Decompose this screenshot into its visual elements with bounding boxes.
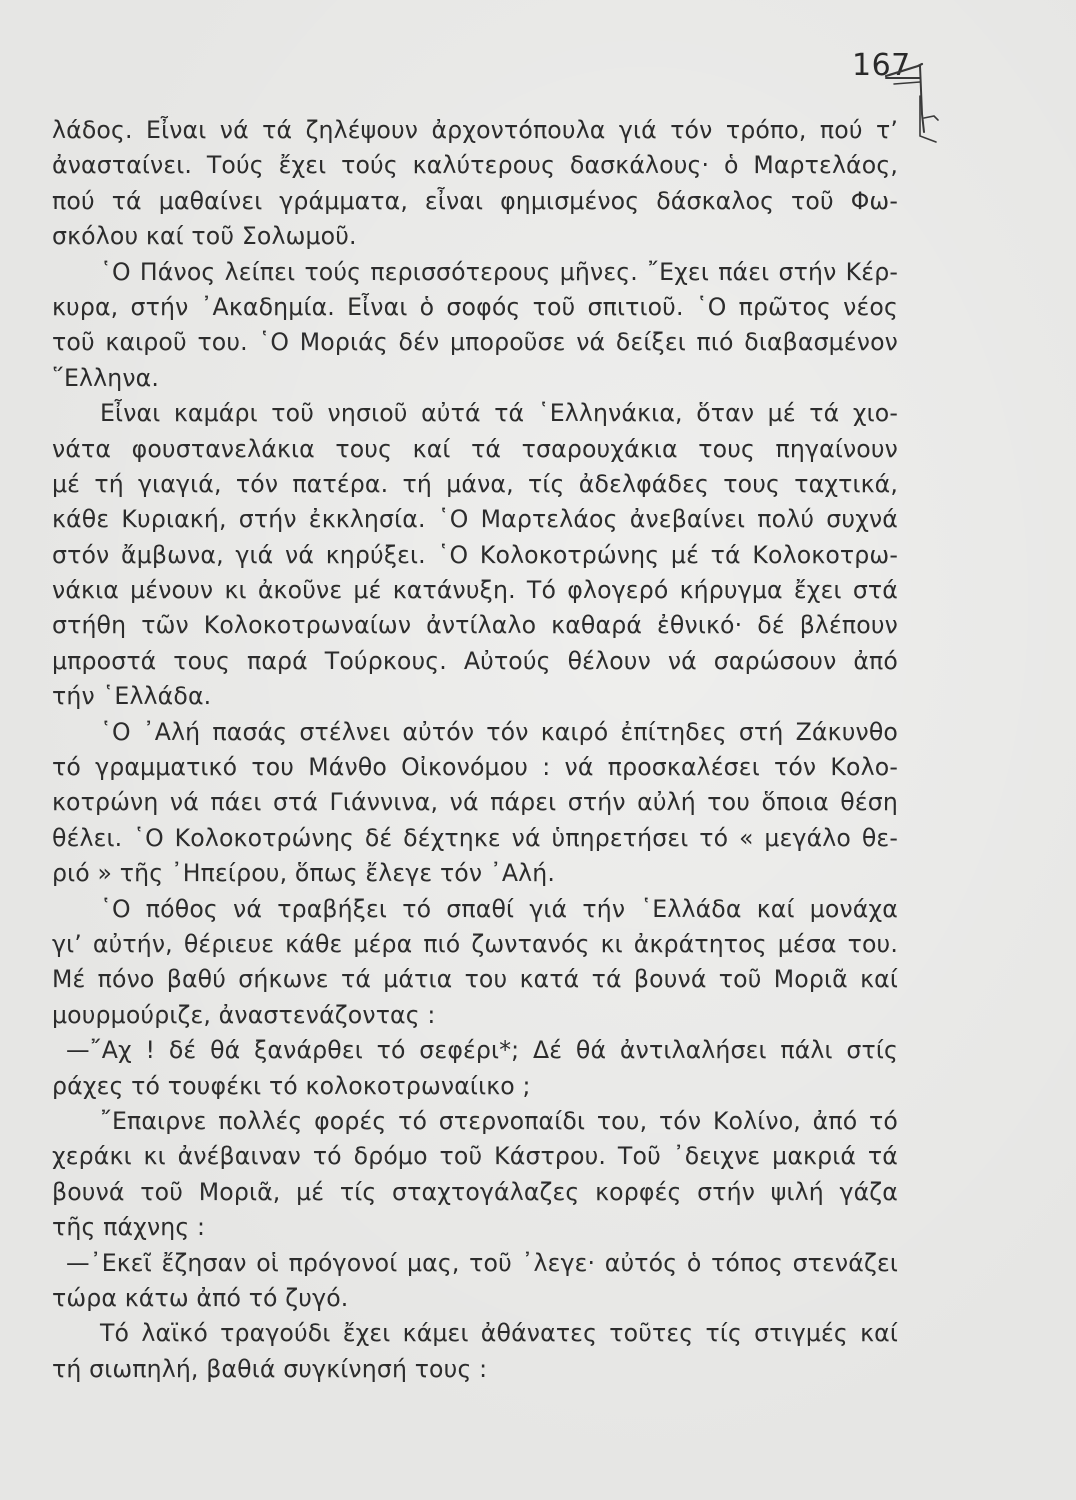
text-line: χεράκι κι ἀνέβαιναν τό δρόμο τοῦ Κάστρου. Τοῦ ᾿δειχνε μακριά τά bbox=[52, 1142, 898, 1171]
text-line: —῎Αχ ! δέ θά ξανάρθει τό σεφέρι*; Δέ θά ἀντιλαλήσει πάλι στίς bbox=[66, 1036, 898, 1065]
text-line: ῎Επαιρνε πολλές φορές τό στερνοπαίδι του, τόν Κολίνο, ἀπό τό bbox=[100, 1106, 898, 1135]
text-line: κοτρώνη νά πάει στά Γιάννινα, νά πάρει στήν αὐλή του ὅποια θέση bbox=[52, 788, 898, 817]
text-line: μουρμούριζε, ἀναστενάζοντας : bbox=[52, 1000, 436, 1029]
page-number: 167 bbox=[852, 48, 911, 83]
text-line: ράχες τό τουφέκι τό κολοκοτρωναίικο ; bbox=[52, 1071, 531, 1100]
text-line: ῾Ο ᾿Αλή πασάς στέλνει αὐτόν τόν καιρό ἐπίτηδες στή Ζάκυνθο bbox=[100, 717, 898, 746]
text-line: λάδος. Εἶναι νά τά ζηλέψουν ἀρχοντόπουλα γιά τόν τρόπο, πού τ’ bbox=[52, 116, 898, 144]
text-line: ῞Ελληνα. bbox=[52, 363, 160, 392]
text-line: τή σιωπηλή, βαθιά συγκίνησή τους : bbox=[52, 1354, 488, 1383]
text-line: θέλει. ῾Ο Κολοκοτρώνης δέ δέχτηκε νά ὑπηρετήσει τό « μεγάλο θε- bbox=[52, 823, 898, 852]
text-line: τῆς πάχνης : bbox=[52, 1213, 206, 1242]
text-line: Μέ πόνο βαθύ σήκωνε τά μάτια του κατά τά βουνά τοῦ Μοριᾶ καί bbox=[52, 965, 898, 994]
text-line: στόν ἄμβωνα, γιά νά κηρύξει. ῾Ο Κολοκοτρώνης μέ τά Κολοκοτρω- bbox=[52, 540, 898, 569]
text-line: ἀνασταίνει. Τούς ἔχει τούς καλύτερους δασκάλους· ὁ Μαρτελάος, bbox=[52, 151, 898, 180]
text-line: τώρα κάτω ἀπό τό ζυγό. bbox=[52, 1283, 349, 1312]
text-line: γι’ αὐτήν, θέριευε κάθε μέρα πιό ζωντανός κι ἀκράτητος μέσα του. bbox=[52, 929, 898, 958]
text-line: τήν ῾Ελλάδα. bbox=[52, 682, 212, 711]
text-line: μέ τή γιαγιά, τόν πατέρα. τή μάνα, τίς ἀδελφάδες τους ταχτικά, bbox=[52, 469, 898, 498]
text-line: —᾿Εκεῖ ἔζησαν οἱ πρόγονοί μας, τοῦ ᾿λεγε· αὐτός ὁ τόπος στενάζει bbox=[66, 1248, 898, 1277]
text-line: νάκια μένουν κι ἀκοῦνε μέ κατάνυξη. Τό φλογερό κήρυγμα ἔχει στά bbox=[52, 576, 898, 605]
text-line: νάτα φουστανελάκια τους καί τά τσαρουχάκια τους πηγαίνουν bbox=[52, 434, 898, 463]
text-line: πού τά μαθαίνει γράμματα, εἶναι φημισμένος δάσκαλος τοῦ Φω- bbox=[52, 186, 898, 215]
text-line: τό γραμματικό του Μάνθο Οἰκονόμου : νά προσκαλέσει τόν Κολο- bbox=[52, 753, 898, 782]
text-line: Εἶναι καμάρι τοῦ νησιοῦ αὐτά τά ῾Ελληνάκια, ὅταν μέ τά χιο- bbox=[100, 399, 898, 428]
text-line: ριό » τῆς ᾿Ηπείρου, ὅπως ἔλεγε τόν ᾿Αλή. bbox=[52, 859, 555, 888]
text-line: σκόλου καί τοῦ Σολωμοῦ. bbox=[52, 222, 357, 251]
text-line: Τό λαϊκό τραγούδι ἔχει κάμει ἀθάνατες τοῦτες τίς στιγμές καί bbox=[100, 1319, 898, 1348]
text-line: κάθε Κυριακή, στήν ἐκκλησία. ῾Ο Μαρτελάος ἀνεβαίνει πολύ συχνά bbox=[52, 505, 898, 534]
text-line: ῾Ο Πάνος λείπει τούς περισσότερους μῆνες. ῎Εχει πάει στήν Κέρ- bbox=[100, 257, 898, 286]
text-line: βουνά τοῦ Μοριᾶ, μέ τίς σταχτογάλαζες κορφές στήν ψιλή γάζα bbox=[52, 1177, 898, 1206]
text-line: ῾Ο πόθος νά τραβήξει τό σπαθί γιά τήν ῾Ελλάδα καί μονάχα bbox=[100, 894, 898, 923]
text-line: τοῦ καιροῦ του. ῾Ο Μοριάς δέν μποροῦσε νά δείξει πιό διαβασμένον bbox=[52, 328, 898, 357]
text-line: στήθη τῶν Κολοκοτρωναίων ἀντίλαλο καθαρά ἐθνικό· δέ βλέπουν bbox=[52, 611, 898, 640]
text-line: μπροστά τους παρά Τούρκους. Αὐτούς θέλουν νά σαρώσουν ἀπό bbox=[52, 646, 898, 675]
text-line: κυρα, στήν ᾿Ακαδημία. Εἶναι ὁ σοφός τοῦ σπιτιοῦ. ῾Ο πρῶτος νέος bbox=[52, 292, 898, 321]
body-text bbox=[52, 113, 898, 1387]
